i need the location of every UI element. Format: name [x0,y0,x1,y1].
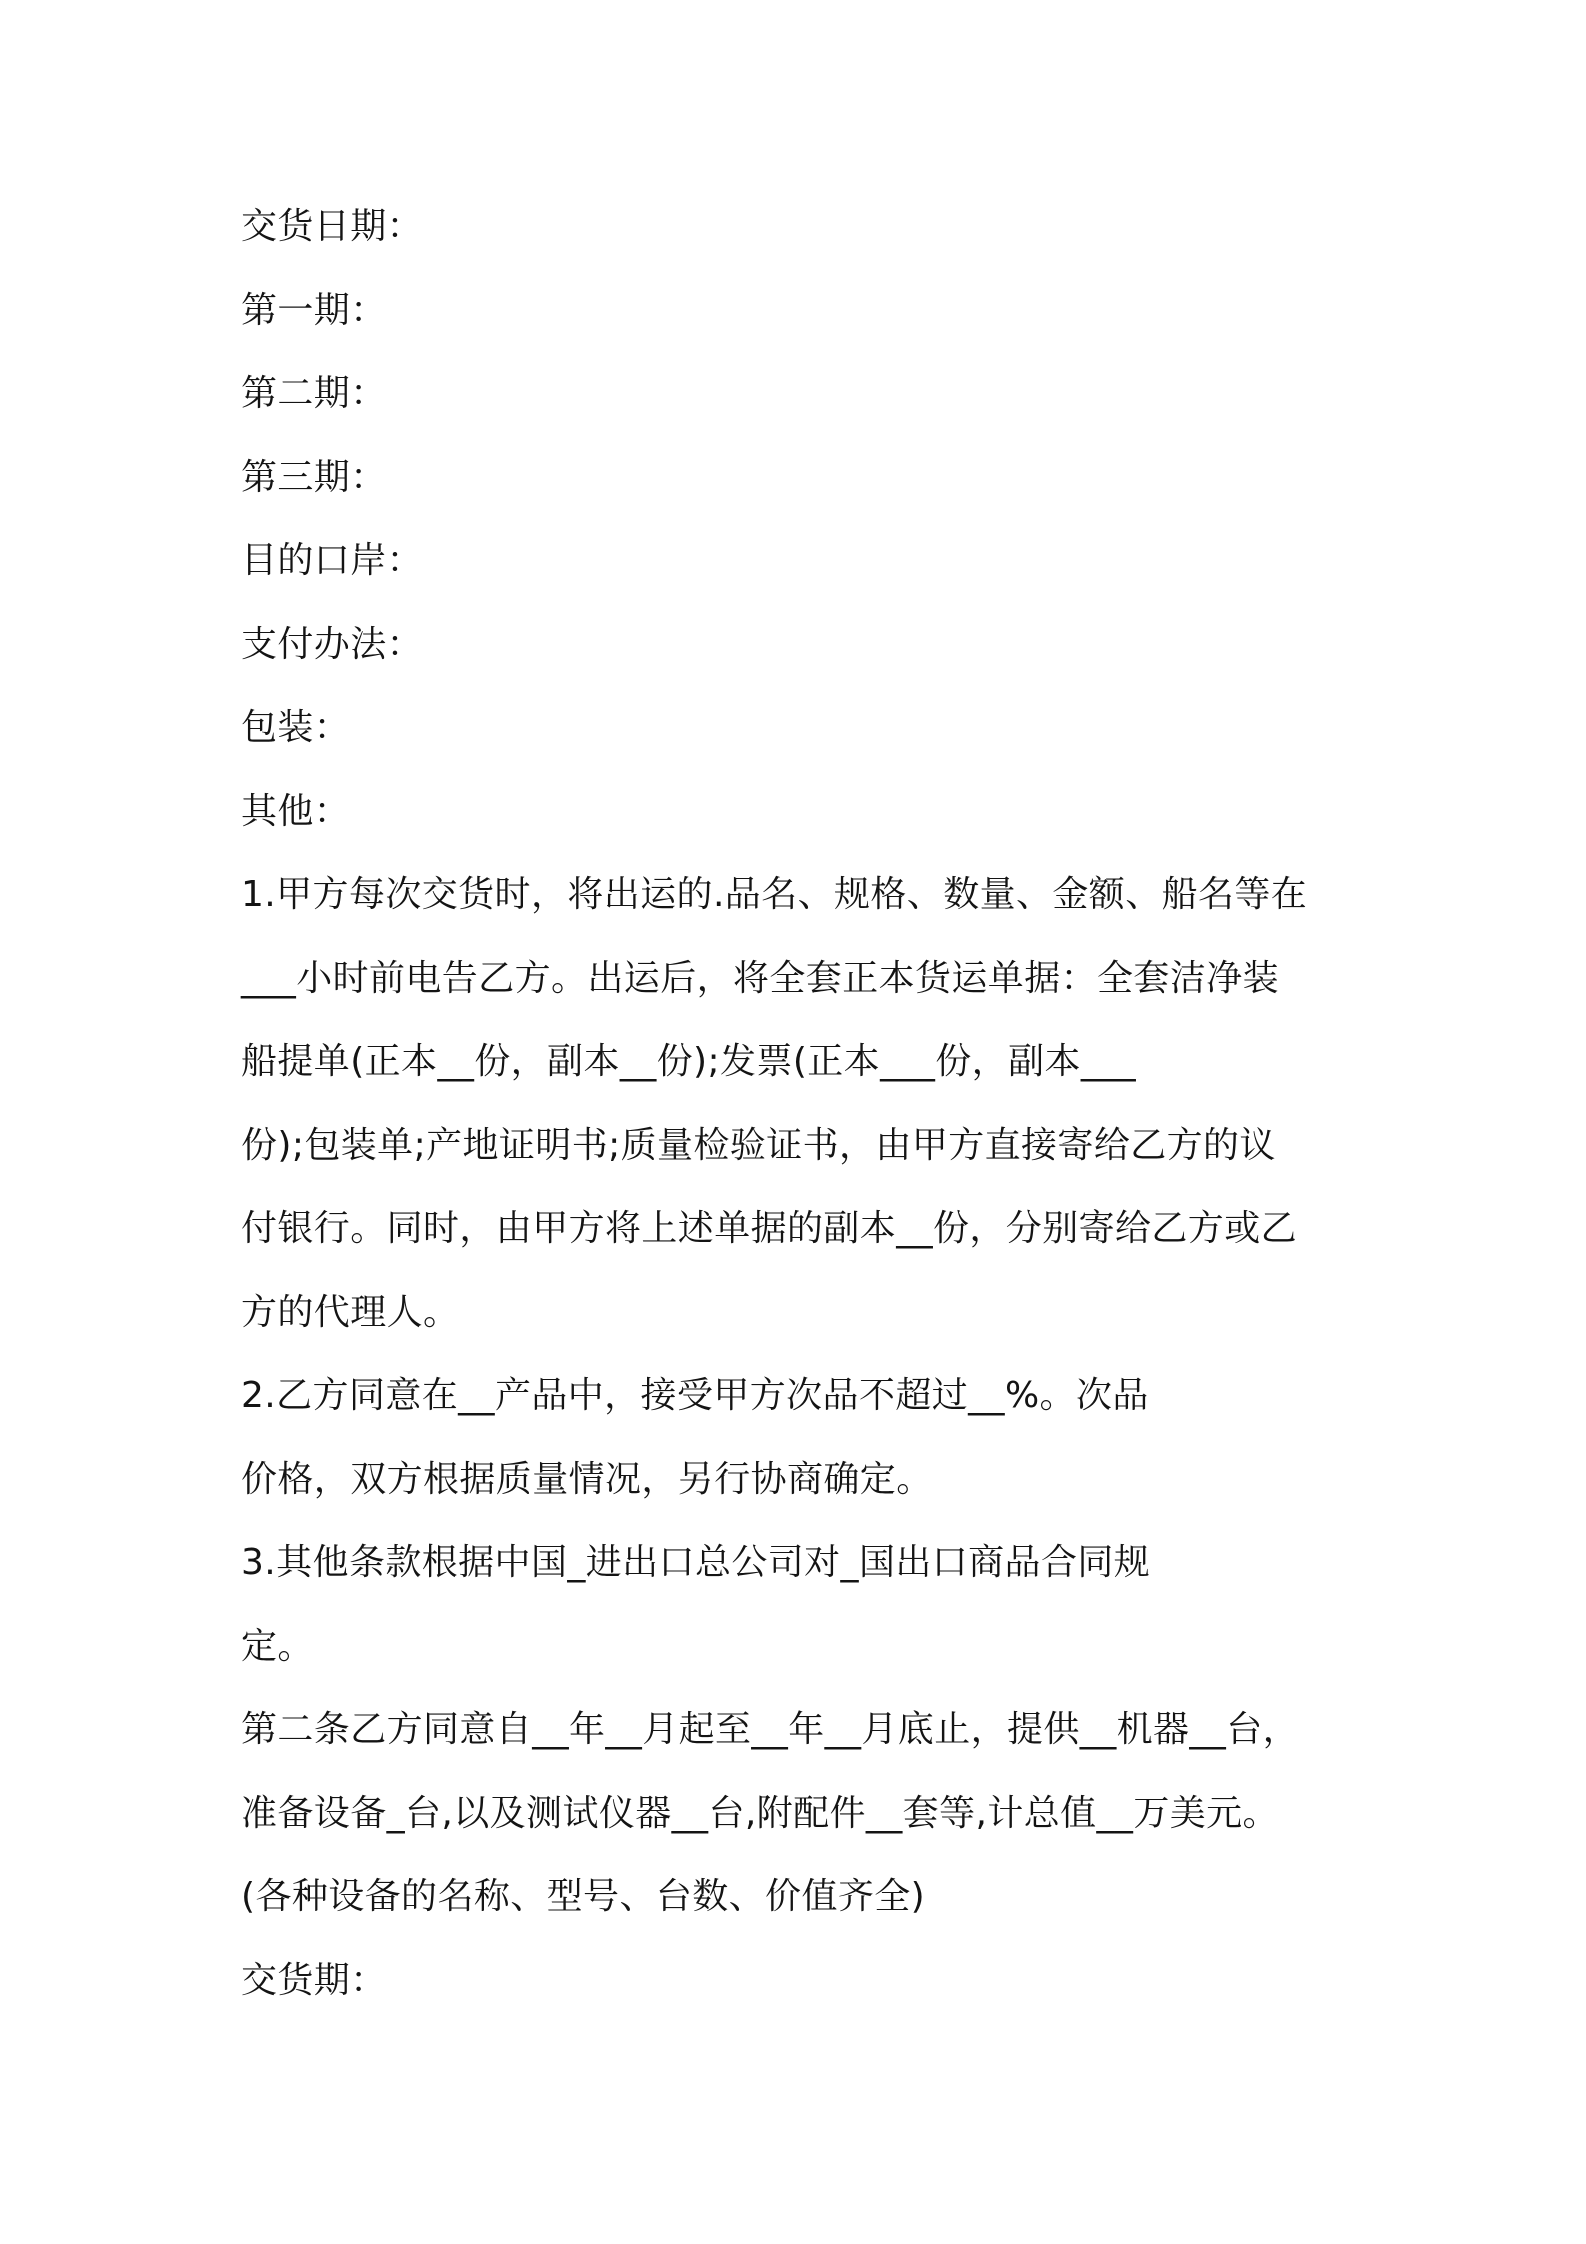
clause-1-line: 付银行。同时，由甲方将上述单据的副本__份，分别寄给乙方或乙 [241,1208,1298,1249]
clause-1-line: 1.甲方每次交货时，将出运的.品名、规格、数量、金额、船名等在 [241,874,1308,915]
packaging-label: 包装： [241,707,351,748]
clause-1-line: ___小时前电告乙方。出运后，将全套正本货运单据：全套洁净装 [241,957,1280,999]
clause-3-line: 定。 [241,1625,314,1667]
clause-2-line: 2.乙方同意在__产品中，接受甲方次品不超过__%。次品 [241,1375,1149,1416]
delivery-period-label: 交货期： [241,1959,387,2001]
article-2-line: 准备设备_台,以及测试仪器__台,附配件__套等,计总值__万美元。 [241,1792,1279,1834]
clause-2-line: 价格，双方根据质量情况，另行协商确定。 [241,1458,933,1500]
article-2-line: (各种设备的名称、型号、台数、价值齐全) [241,1876,926,1917]
first-phase-label: 第一期： [241,289,387,331]
document-body [241,185,1351,2022]
second-phase-label: 第二期： [241,373,387,414]
clause-3-line: 3.其他条款根据中国_进出口总公司对_国出口商品合同规 [241,1542,1151,1583]
clause-1-line: 方的代理人。 [241,1291,460,1333]
other-label: 其他： [241,790,351,832]
delivery-date-label: 交货日期： [241,206,424,247]
clause-1-line: 船提单(正本__份，副本__份);发票(正本___份，副本___ [241,1041,1137,1082]
clause-1-line: 份);包装单;产地证明书;质量检验证书，由甲方直接寄给乙方的议 [241,1124,1276,1166]
payment-method-label: 支付办法： [241,623,424,665]
article-2-line: 第二条乙方同意自__年__月起至__年__月底止，提供__机器__台， [241,1709,1300,1750]
destination-port-label: 目的口岸： [241,540,424,581]
third-phase-label: 第三期： [241,456,387,498]
